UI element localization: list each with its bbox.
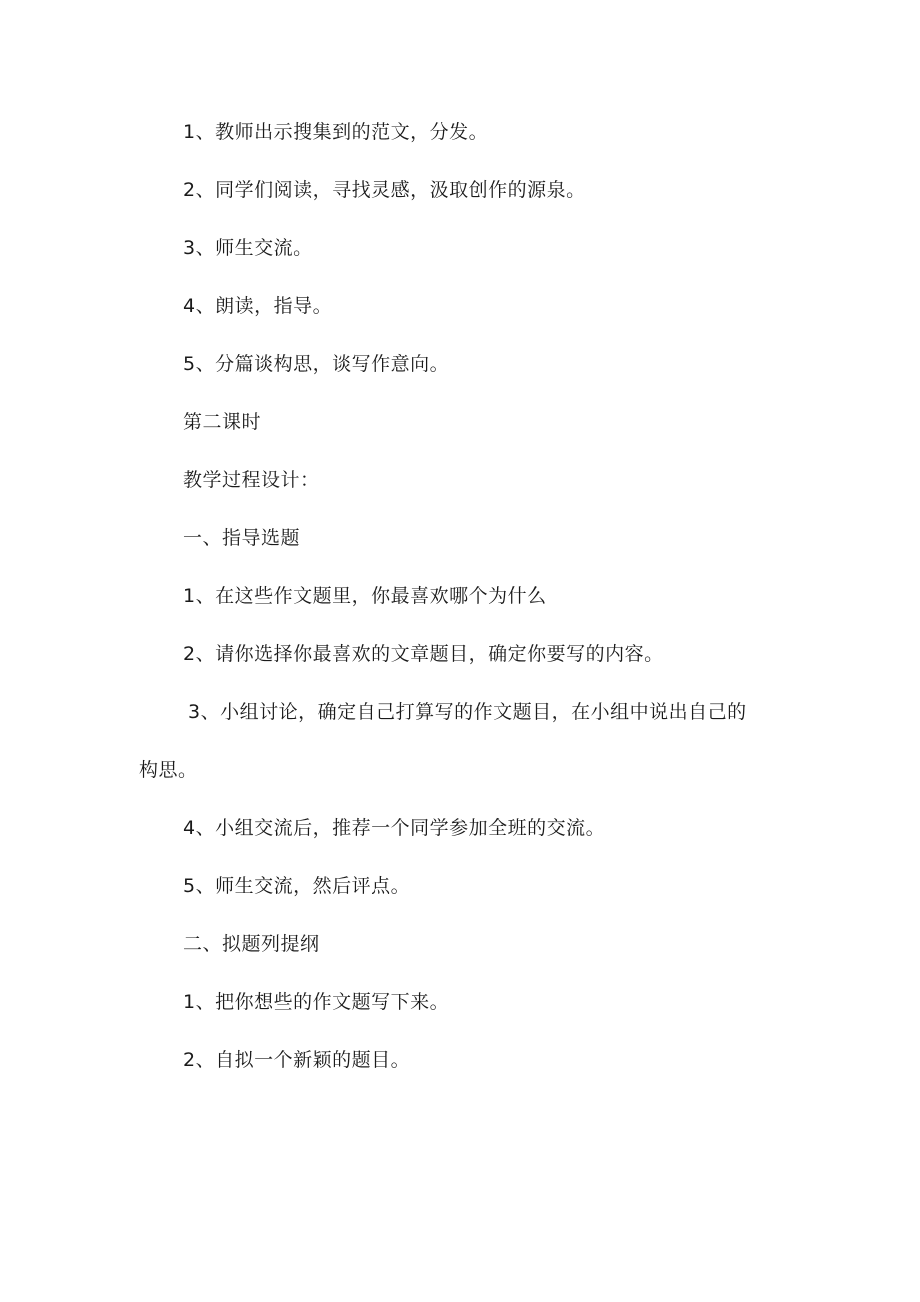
paragraph-line: 5、分篇谈构思，谈写作意向。 [183,353,450,375]
paragraph-line: 4、朗读，指导。 [183,295,333,317]
paragraph-line: 构思。 [139,759,198,781]
paragraph-line: 3、小组讨论，确定自己打算写的作文题目，在小组中说出自己的 [188,701,747,723]
paragraph-line: 1、教师出示搜集到的范文，分发。 [183,121,489,143]
paragraph-line: 2、自拟一个新颖的题目。 [183,1049,411,1071]
section-heading: 二、拟题列提纲 [183,933,320,955]
paragraph-line: 5、师生交流，然后评点。 [183,875,411,897]
paragraph-line: 1、在这些作文题里，你最喜欢哪个为什么 [183,585,547,607]
paragraph-line: 4、小组交流后，推荐一个同学参加全班的交流。 [183,817,606,839]
paragraph-line: 2、请你选择你最喜欢的文章题目，确定你要写的内容。 [183,643,664,665]
paragraph-line: 1、把你想些的作文题写下来。 [183,991,450,1013]
section-heading: 一、指导选题 [183,527,301,549]
section-heading: 第二课时 [183,411,262,433]
section-heading: 教学过程设计： [183,469,320,491]
paragraph-line: 2、同学们阅读，寻找灵感，汲取创作的源泉。 [183,179,586,201]
paragraph-line: 3、师生交流。 [183,237,313,259]
